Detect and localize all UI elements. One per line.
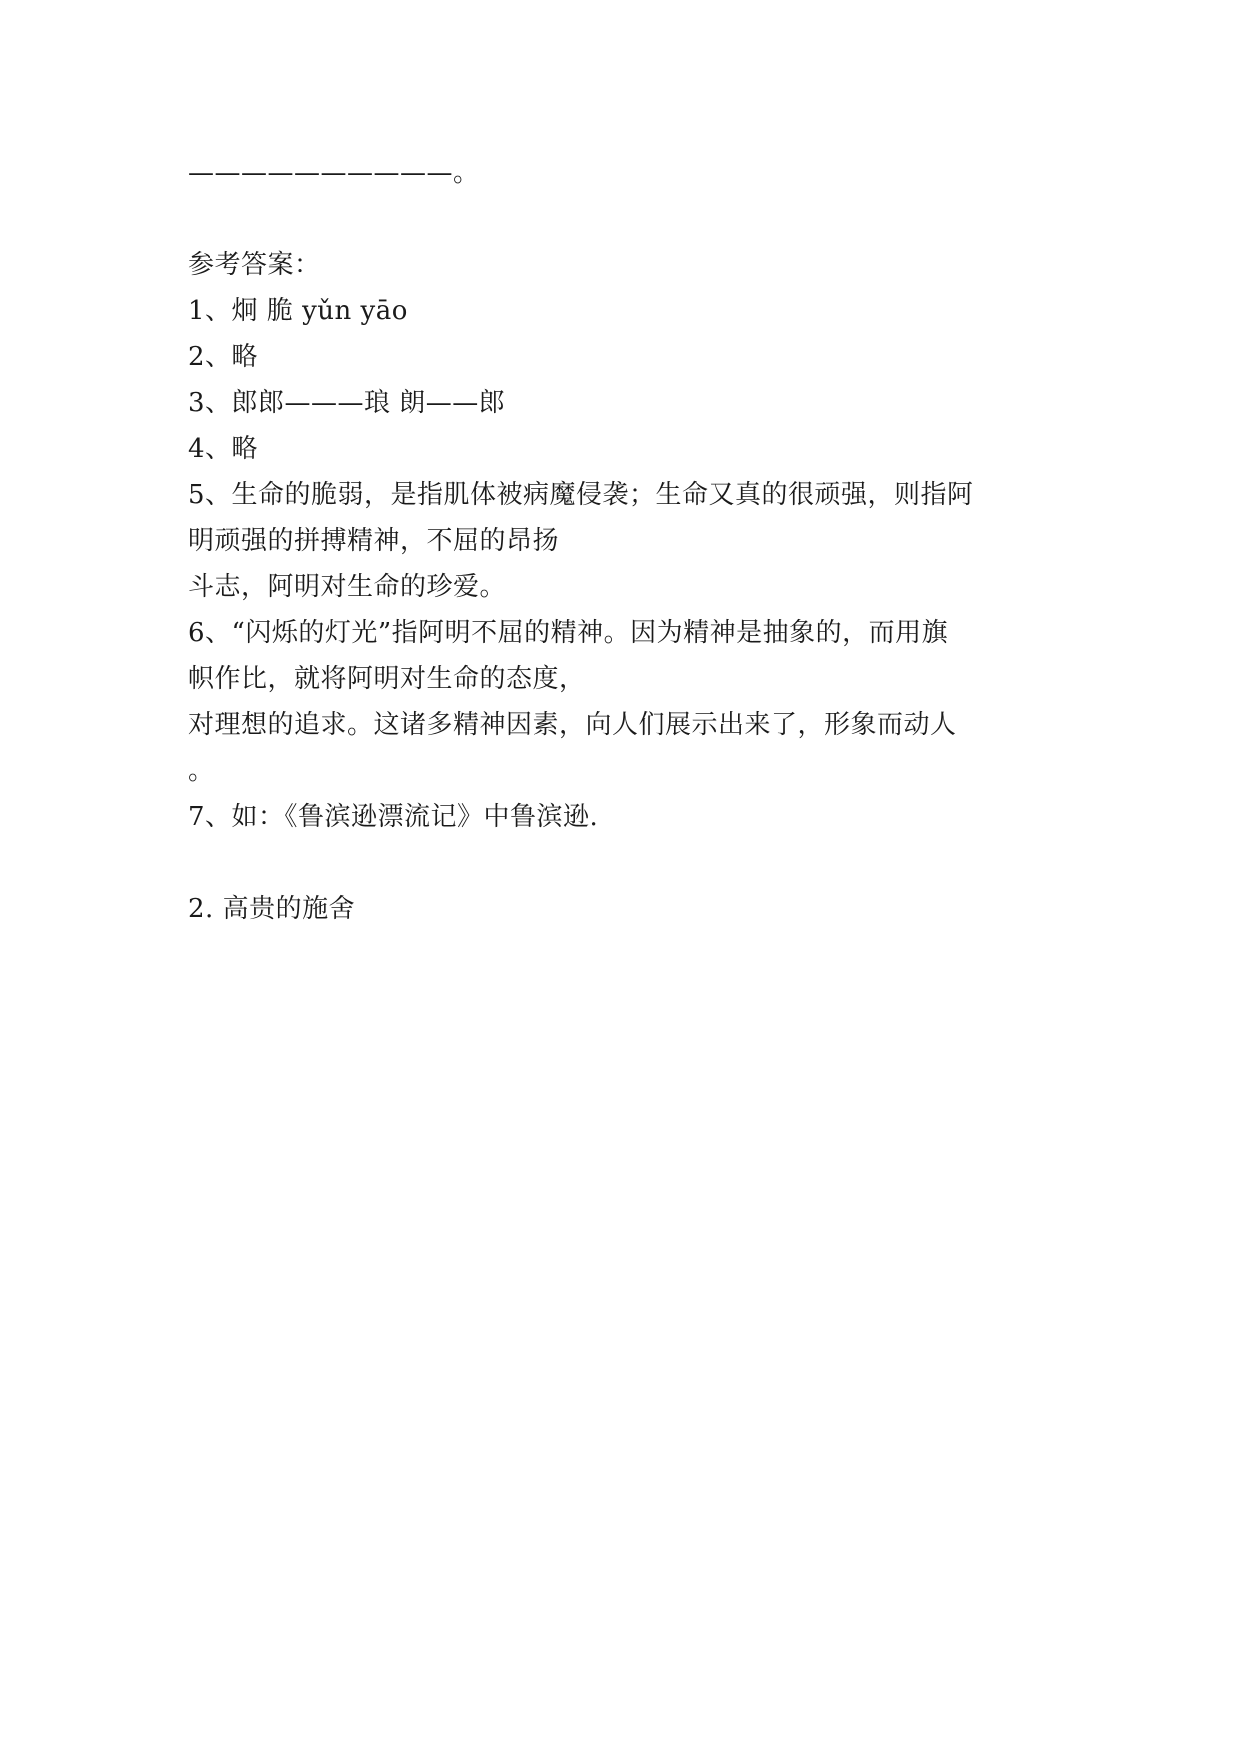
- document-page: [188, 150, 1068, 932]
- answer-line: 。: [188, 756, 215, 786]
- answer-line: 明顽强的拼搏精神，不屈的昂扬: [188, 526, 560, 556]
- answer-line: 3、郎郎———琅 朗——郎: [188, 388, 506, 418]
- spacer: [188, 196, 1068, 242]
- spacer: [188, 840, 1068, 886]
- answer-line: 5、生命的脆弱，是指肌体被病魔侵袭；生命又真的很顽强，则指阿: [188, 480, 974, 510]
- answer-line: 6、“闪烁的灯光”指阿明不屈的精神。因为精神是抽象的，而用旗: [188, 618, 949, 648]
- answer-line: 2、略: [188, 342, 259, 372]
- answer-line: 斗志，阿明对生命的珍爱。: [188, 572, 507, 602]
- answer-line: 1、炯 脆 yǔn yāo: [188, 296, 408, 326]
- answer-line: 4、略: [188, 434, 259, 464]
- answer-line: 对理想的追求。这诸多精神因素，向人们展示出来了，形象而动人: [188, 710, 957, 740]
- answer-line: 7、如：《鲁滨逊漂流记》中鲁滨逊.: [188, 802, 599, 832]
- answer-line: 帜作比，就将阿明对生命的态度，: [188, 664, 586, 694]
- fill-blank-line: ——————————。: [188, 158, 480, 188]
- answers-heading: 参考答案：: [188, 250, 321, 280]
- section-title: 2. 高贵的施舍: [188, 894, 356, 924]
